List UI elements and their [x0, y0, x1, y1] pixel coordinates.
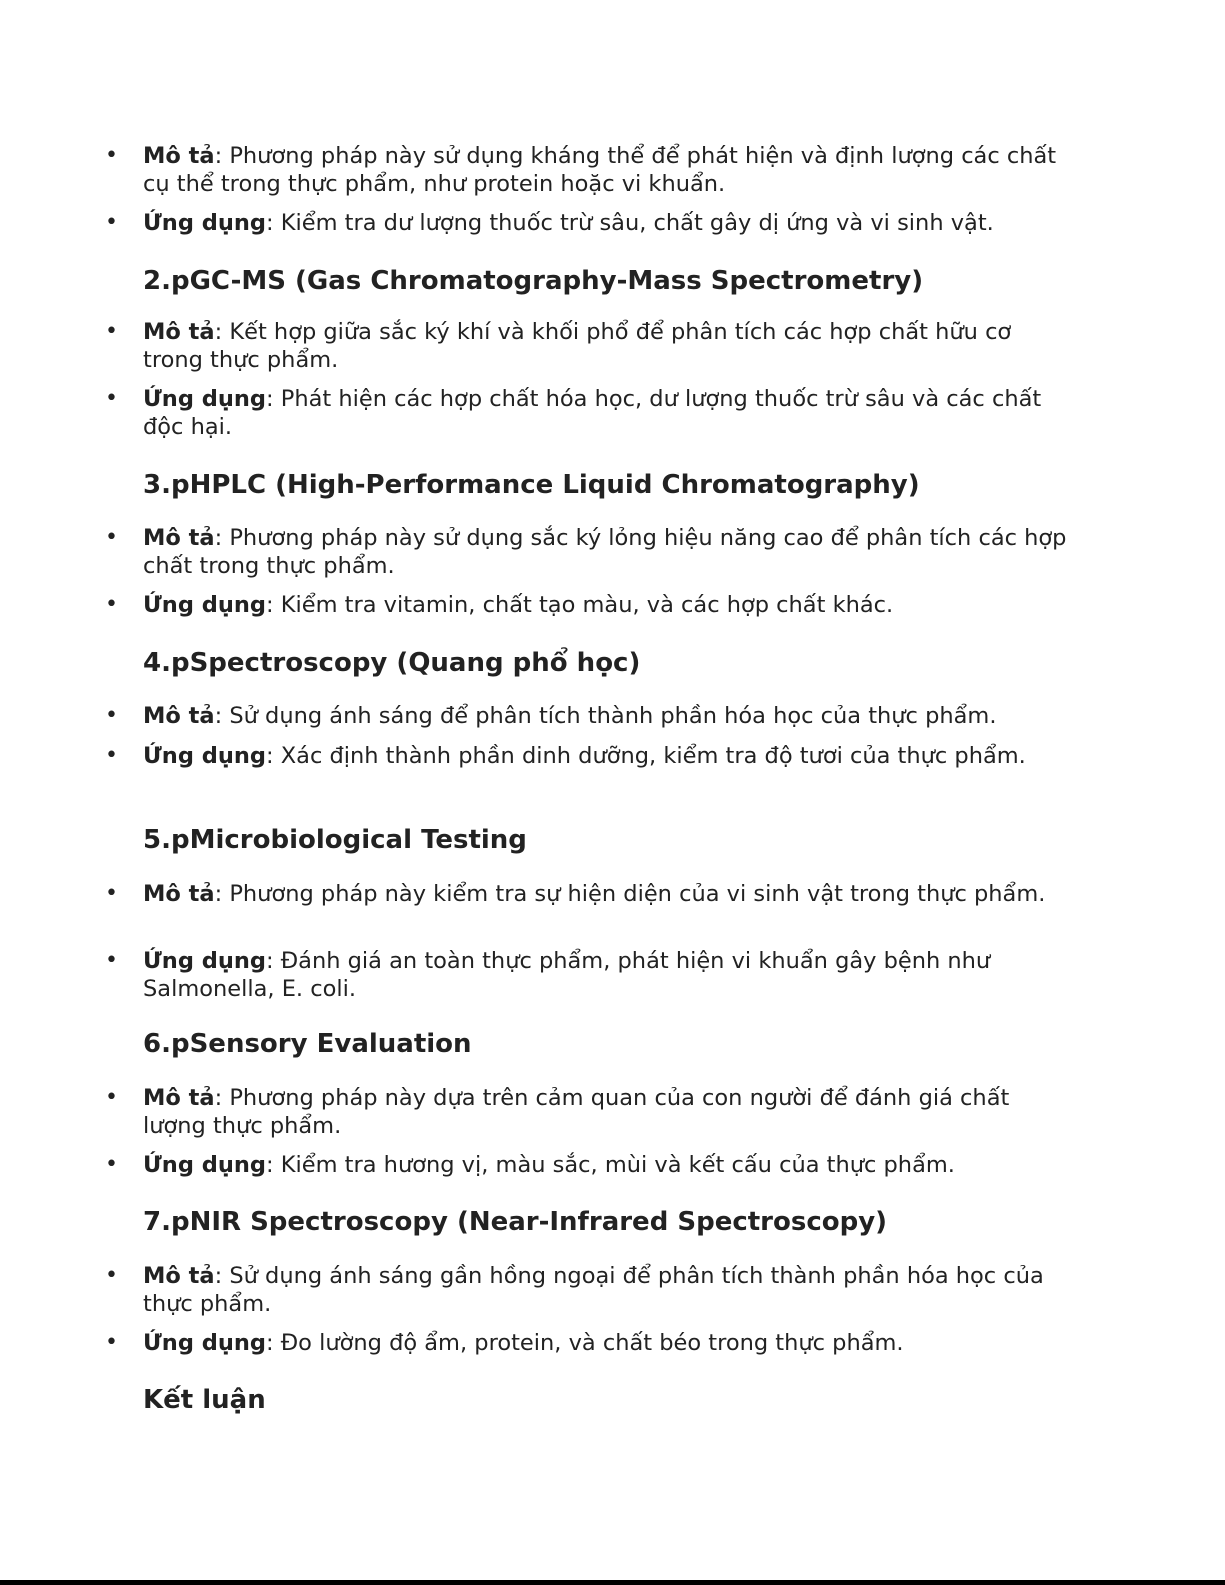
item-description: : Phương pháp này dựa trên cảm quan của con người để đánh giá chất lượng thực phẩm.	[143, 1085, 1010, 1139]
item-description: : Phương pháp này sử dụng sắc ký lỏng hiệu năng cao để phân tích các hợp chất trong thực phẩm.	[143, 525, 1067, 579]
item-description: : Kết hợp giữa sắc ký khí và khối phổ để phân tích các hợp chất hữu cơ trong thực phẩm.	[143, 319, 1012, 373]
bullet-icon: •	[105, 592, 118, 617]
item-description: : Phương pháp này sử dụng kháng thể để phát hiện và định lượng các chất cụ thể trong thực phẩm, như protein hoặc vi khuẩn.	[143, 143, 1057, 197]
bullet-icon: •	[105, 948, 118, 973]
list-item-text	[143, 385, 1073, 441]
item-label: Ứng dụng	[143, 210, 267, 236]
item-label: Mô tả	[143, 525, 215, 551]
item-label: Ứng dụng	[143, 386, 267, 412]
list-item-text	[143, 1329, 1073, 1357]
item-label: Mô tả	[143, 319, 215, 345]
item-label: Ứng dụng	[143, 592, 267, 618]
bullet-icon: •	[105, 210, 118, 235]
list-item-text	[143, 742, 1073, 770]
section-heading: 2.pGC-MS (Gas Chromatography-Mass Spectrometry)	[143, 266, 924, 296]
item-label: Ứng dụng	[143, 1330, 267, 1356]
item-description: : Phương pháp này kiểm tra sự hiện diện của vi sinh vật trong thực phẩm.	[214, 881, 1046, 907]
section-heading: 6.pSensory Evaluation	[143, 1029, 472, 1059]
page-bottom-border	[0, 1580, 1225, 1585]
bullet-icon: •	[105, 1330, 118, 1355]
list-item-text	[143, 1151, 1073, 1179]
bullet-icon: •	[105, 143, 118, 168]
item-label: Mô tả	[143, 1085, 215, 1111]
list-item-text	[143, 880, 1073, 908]
item-label: Mô tả	[143, 703, 215, 729]
list-item-text	[143, 702, 1073, 730]
item-description: : Sử dụng ánh sáng để phân tích thành phần hóa học của thực phẩm.	[214, 703, 997, 729]
bullet-icon: •	[105, 525, 118, 550]
section-heading: 5.pMicrobiological Testing	[143, 825, 527, 855]
bullet-icon: •	[105, 1085, 118, 1110]
bullet-icon: •	[105, 881, 118, 906]
item-description: : Phát hiện các hợp chất hóa học, dư lượng thuốc trừ sâu và các chất độc hại.	[143, 386, 1042, 440]
item-description: : Sử dụng ánh sáng gần hồng ngoại để phân tích thành phần hóa học của thực phẩm.	[143, 1263, 1044, 1317]
item-description: : Đo lường độ ẩm, protein, và chất béo trong thực phẩm.	[266, 1330, 904, 1356]
bullet-icon: •	[105, 319, 118, 344]
list-item-text	[143, 209, 1073, 237]
list-item-text	[143, 524, 1073, 580]
list-item-text	[143, 947, 1073, 1003]
item-description: : Xác định thành phần dinh dưỡng, kiểm tra độ tươi của thực phẩm.	[266, 743, 1026, 769]
bullet-icon: •	[105, 1263, 118, 1288]
bullet-icon: •	[105, 703, 118, 728]
bullet-icon: •	[105, 1152, 118, 1177]
item-description: : Kiểm tra hương vị, màu sắc, mùi và kết cấu của thực phẩm.	[266, 1152, 955, 1178]
section-heading: 3.pHPLC (High-Performance Liquid Chromatography)	[143, 470, 920, 500]
section-heading: 4.pSpectroscopy (Quang phổ học)	[143, 648, 641, 678]
item-description: : Kiểm tra vitamin, chất tạo màu, và các hợp chất khác.	[266, 592, 894, 618]
item-description: : Đánh giá an toàn thực phẩm, phát hiện vi khuẩn gây bệnh như Salmonella, E. coli.	[143, 948, 991, 1002]
list-item-text	[143, 318, 1073, 374]
section-heading: Kết luận	[143, 1385, 266, 1415]
bullet-icon: •	[105, 743, 118, 768]
item-label: Ứng dụng	[143, 1152, 267, 1178]
item-label: Mô tả	[143, 881, 215, 907]
item-label: Mô tả	[143, 143, 215, 169]
item-description: : Kiểm tra dư lượng thuốc trừ sâu, chất gây dị ứng và vi sinh vật.	[266, 210, 994, 236]
bullet-icon: •	[105, 386, 118, 411]
list-item-text	[143, 1084, 1073, 1140]
section-heading: 7.pNIR Spectroscopy (Near-Infrared Spectroscopy)	[143, 1207, 888, 1237]
item-label: Mô tả	[143, 1263, 215, 1289]
item-label: Ứng dụng	[143, 948, 267, 974]
list-item-text	[143, 591, 1073, 619]
list-item-text	[143, 142, 1073, 198]
item-label: Ứng dụng	[143, 743, 267, 769]
list-item-text	[143, 1262, 1073, 1318]
